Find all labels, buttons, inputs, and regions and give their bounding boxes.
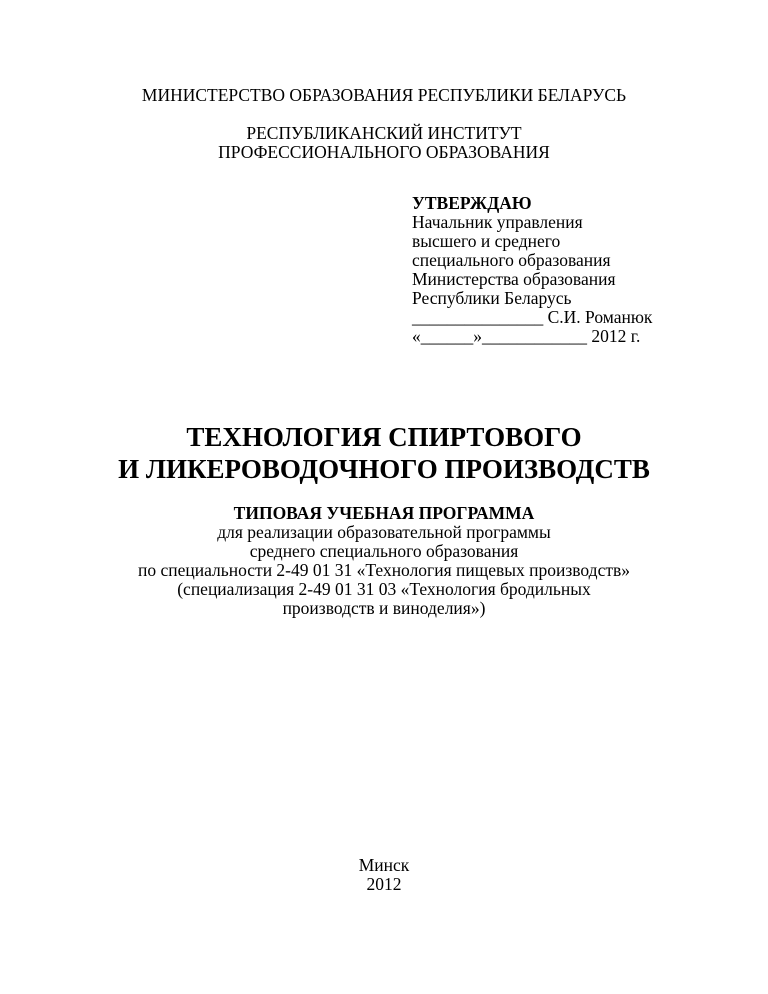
program-line: производств и виноделия») <box>282 598 486 618</box>
program-line: среднего специального образования <box>249 541 519 561</box>
approval-line: специального образования <box>412 250 611 270</box>
approval-line: высшего и среднего <box>412 231 561 251</box>
approval-line: Министерства образования <box>412 269 616 289</box>
year: 2012 <box>366 874 402 894</box>
program-line: (специализация 2-49 01 31 03 «Технология бродильных <box>177 579 591 599</box>
approval-heading: УТВЕРЖДАЮ <box>412 193 532 213</box>
program-line: для реализации образовательной программы <box>217 522 551 542</box>
document-title-line1: ТЕХНОЛОГИЯ СПИРТОВОГО <box>186 422 582 452</box>
program-heading: ТИПОВАЯ УЧЕБНАЯ ПРОГРАММА <box>233 503 535 523</box>
ministry-name: МИНИСТЕРСТВО ОБРАЗОВАНИЯ РЕСПУБЛИКИ БЕЛАРУСЬ <box>141 85 627 105</box>
document-title-line2: И ЛИКЕРОВОДОЧНОГО ПРОИЗВОДСТВ <box>118 454 650 484</box>
approval-line: Республики Беларусь <box>412 288 572 308</box>
signature-line: _______________ С.И. Романюк <box>412 307 653 327</box>
city: Минск <box>358 855 410 875</box>
approval-line: Начальник управления <box>412 212 583 232</box>
institute-name-line1: РЕСПУБЛИКАНСКИЙ ИНСТИТУТ <box>246 123 522 143</box>
date-line: «______»____________ 2012 г. <box>412 326 641 346</box>
program-line: по специальности 2-49 01 31 «Технология пищевых производств» <box>137 560 631 580</box>
institute-name-line2: ПРОФЕССИОНАЛЬНОГО ОБРАЗОВАНИЯ <box>218 142 550 162</box>
